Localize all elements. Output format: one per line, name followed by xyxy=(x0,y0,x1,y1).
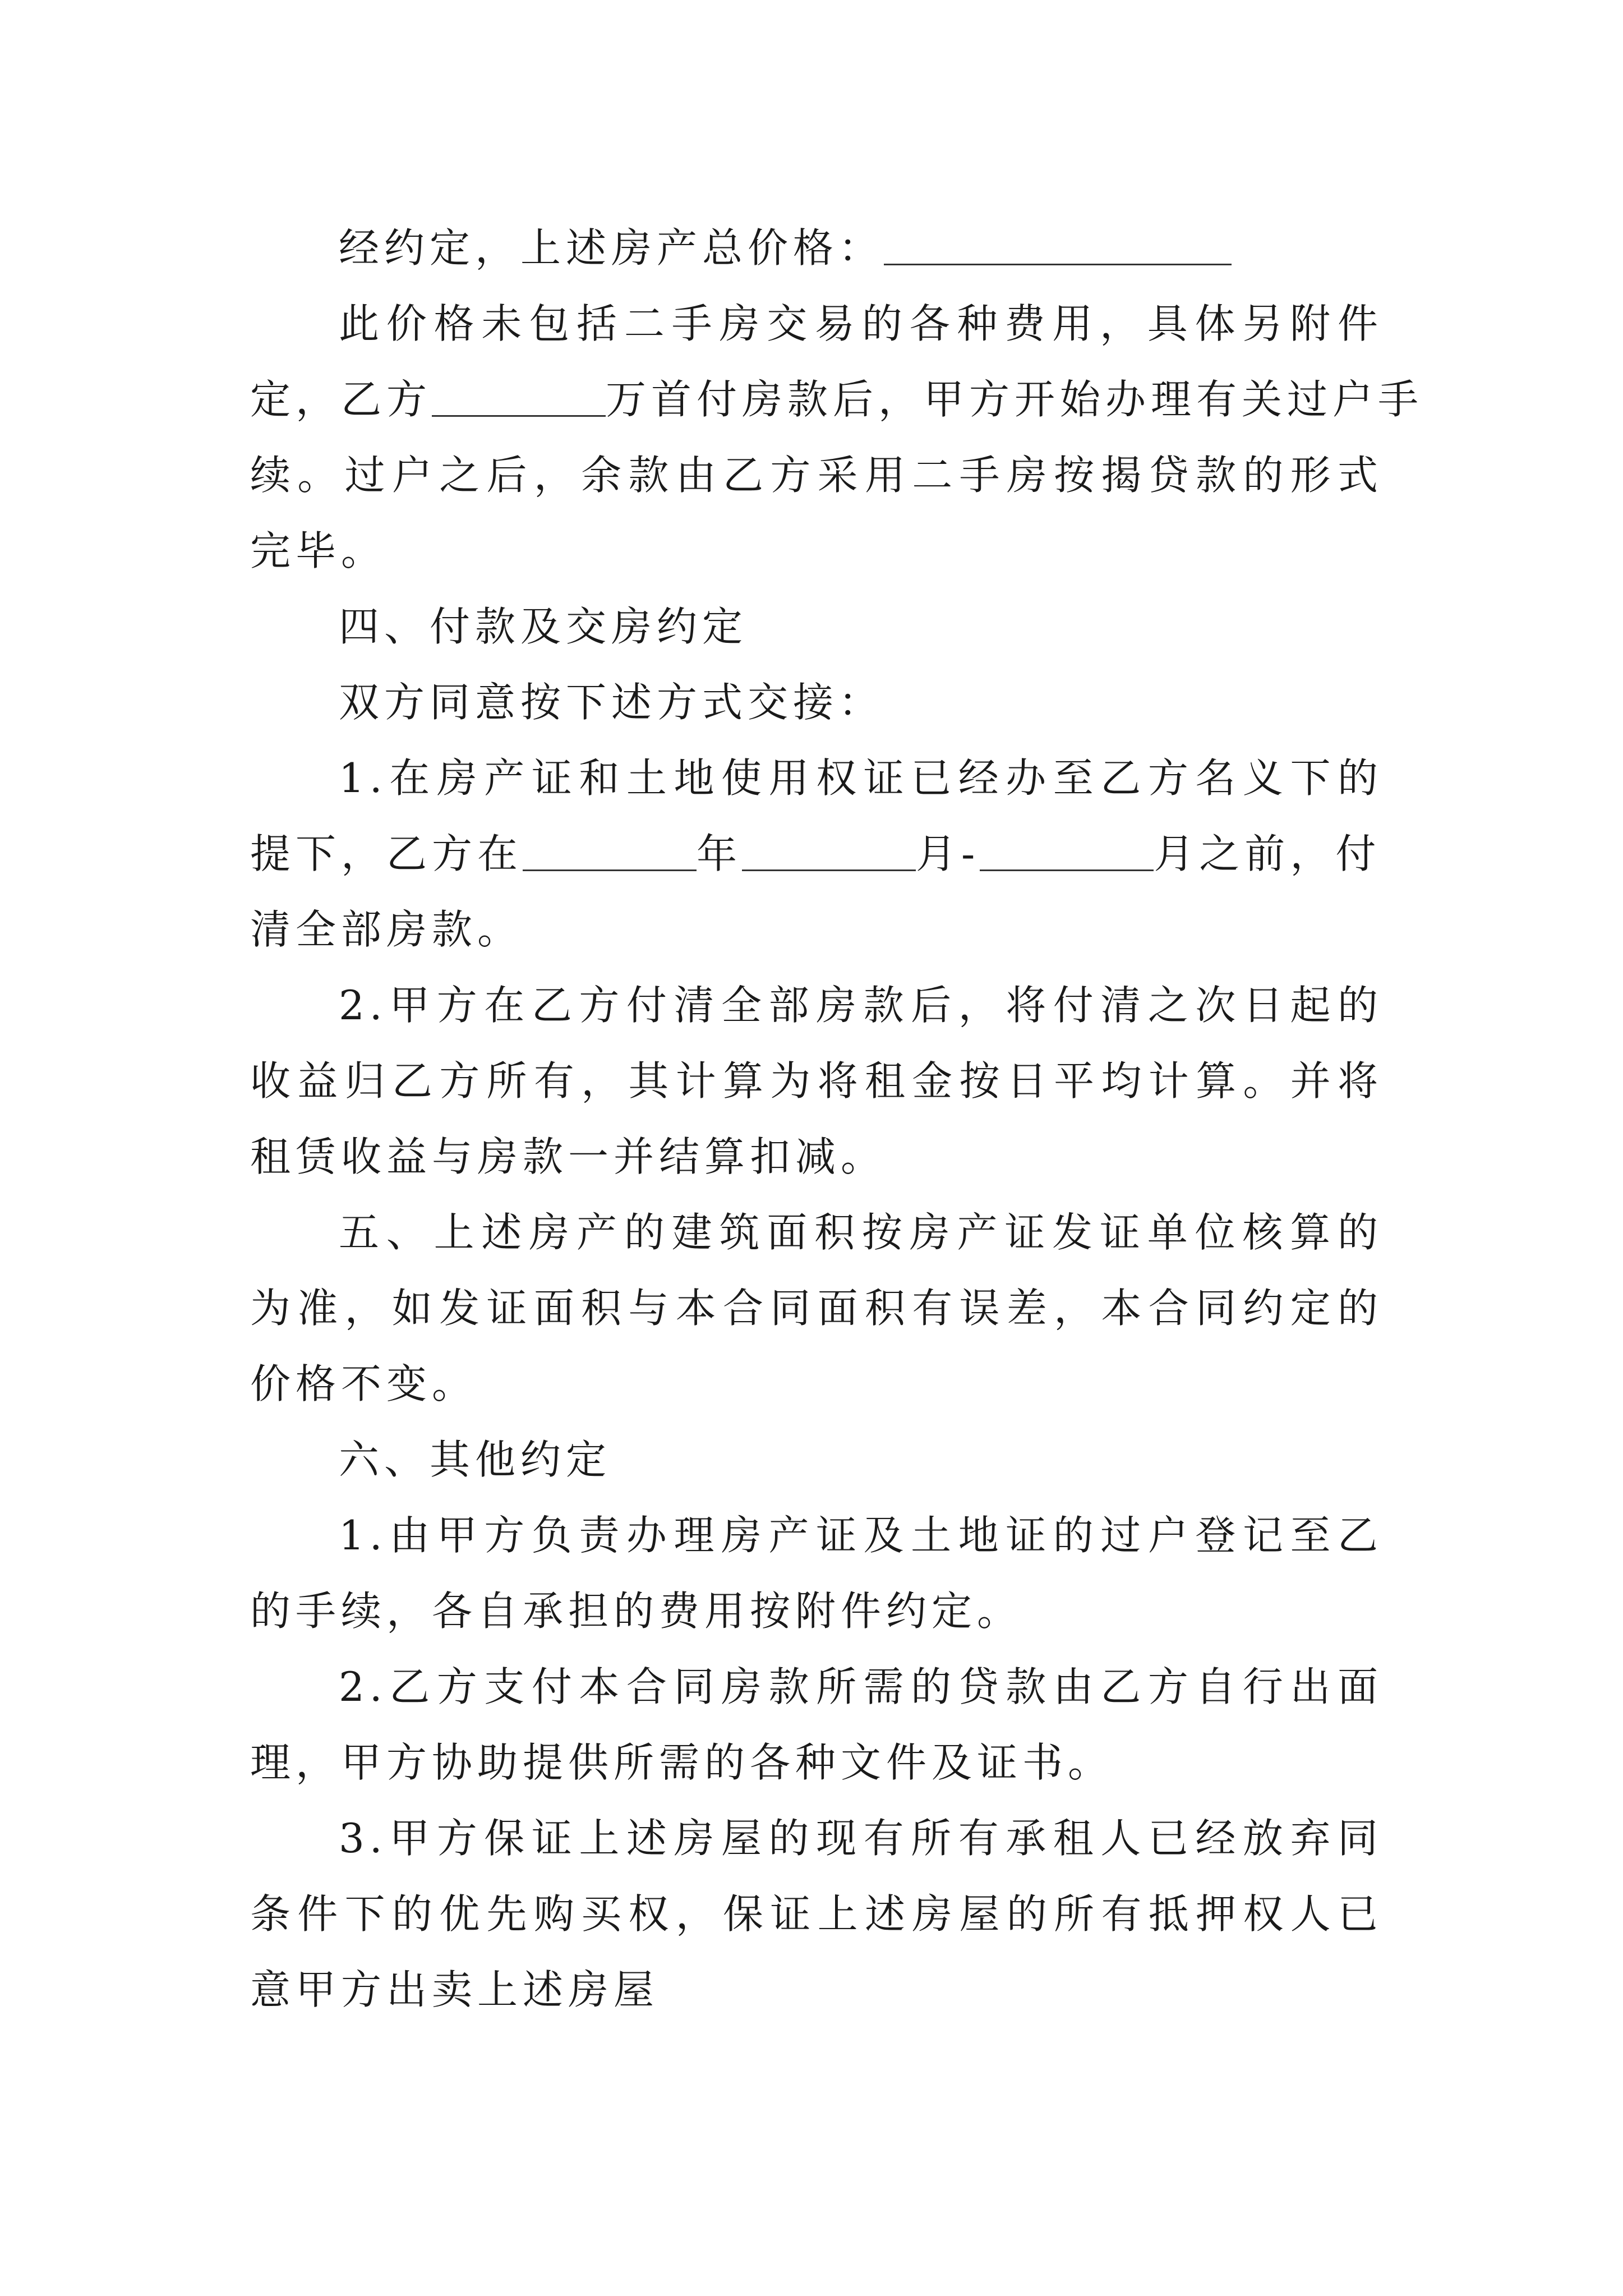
s4-item1-line-1: 1.在房产证和土地使用权证已经办至乙方名义下的 xyxy=(339,754,1383,802)
s4-item2-line-2: 收益归乙方所有，其计算为将租金按日平均计算。并将 xyxy=(250,1057,1383,1105)
month-blank xyxy=(742,829,916,871)
s6-item2-line-2: 理，甲方协助提供所需的各种文件及证书。 xyxy=(250,1739,1114,1786)
section-6-title: 六、其他约定 xyxy=(339,1436,612,1483)
p1-line-4: 完毕。 xyxy=(250,527,387,574)
price-blank xyxy=(884,223,1232,265)
p1-line-2 xyxy=(250,371,1424,427)
price-line xyxy=(339,220,1383,276)
s6-item2-line-1: 2.乙方支付本合同房款所需的贷款由乙方自行出面 xyxy=(339,1663,1383,1710)
s4-item1-line-2-d: 月之前，付 xyxy=(1154,830,1381,877)
section-4-intro: 双方同意按下述方式交接： xyxy=(339,679,884,726)
s4-item1-line-2 xyxy=(250,826,1383,882)
s6-item3-line-2: 条件下的优先购买权，保证上述房屋的所有抵押权人已 xyxy=(250,1890,1383,1938)
section-5-line-2: 为准，如发证面积与本合同面积有误差，本合同约定的 xyxy=(250,1285,1383,1332)
downpayment-blank xyxy=(432,375,606,417)
p1-line-2-b: 万首付房款后，甲方开始办理有关过户手 xyxy=(606,376,1424,423)
price-label: 经约定，上述房产总价格： xyxy=(339,224,884,272)
section-5-line-3: 价格不变。 xyxy=(250,1360,478,1407)
p1-line-3: 续。过户之后，余款由乙方采用二手房按揭贷款的形式 xyxy=(250,452,1383,499)
s6-item1-line-2: 的手续，各自承担的费用按附件约定。 xyxy=(250,1588,1023,1635)
section-5-line-1: 五、上述房产的建筑面积按房产证发证单位核算的 xyxy=(339,1209,1383,1256)
s6-item3-line-3: 意甲方出卖上述房屋 xyxy=(250,1966,660,2013)
month-end-blank xyxy=(980,829,1154,871)
s4-item1-line-2-b: 年 xyxy=(697,830,743,877)
s4-item2-line-3: 租赁收益与房款一并结算扣减。 xyxy=(250,1133,887,1180)
s4-item1-line-2-a: 提下，乙方在 xyxy=(250,830,523,877)
s4-item2-line-1: 2.甲方在乙方付清全部房款后，将付清之次日起的 xyxy=(339,982,1383,1029)
s4-item1-line-2-c: 月- xyxy=(916,830,980,877)
section-4-title: 四、付款及交房约定 xyxy=(339,603,748,650)
s6-item1-line-1: 1.由甲方负责办理房产证及土地证的过户登记至乙 xyxy=(339,1512,1383,1559)
year-blank xyxy=(523,829,697,871)
p1-line-2-a: 定，乙方 xyxy=(250,376,432,423)
s4-item1-line-3: 清全部房款。 xyxy=(250,906,523,953)
p1-line-1: 此价格未包括二手房交易的各种费用，具体另附件 xyxy=(339,300,1383,347)
s6-item3-line-1: 3.甲方保证上述房屋的现有所有承租人已经放弃同 xyxy=(339,1815,1383,1862)
